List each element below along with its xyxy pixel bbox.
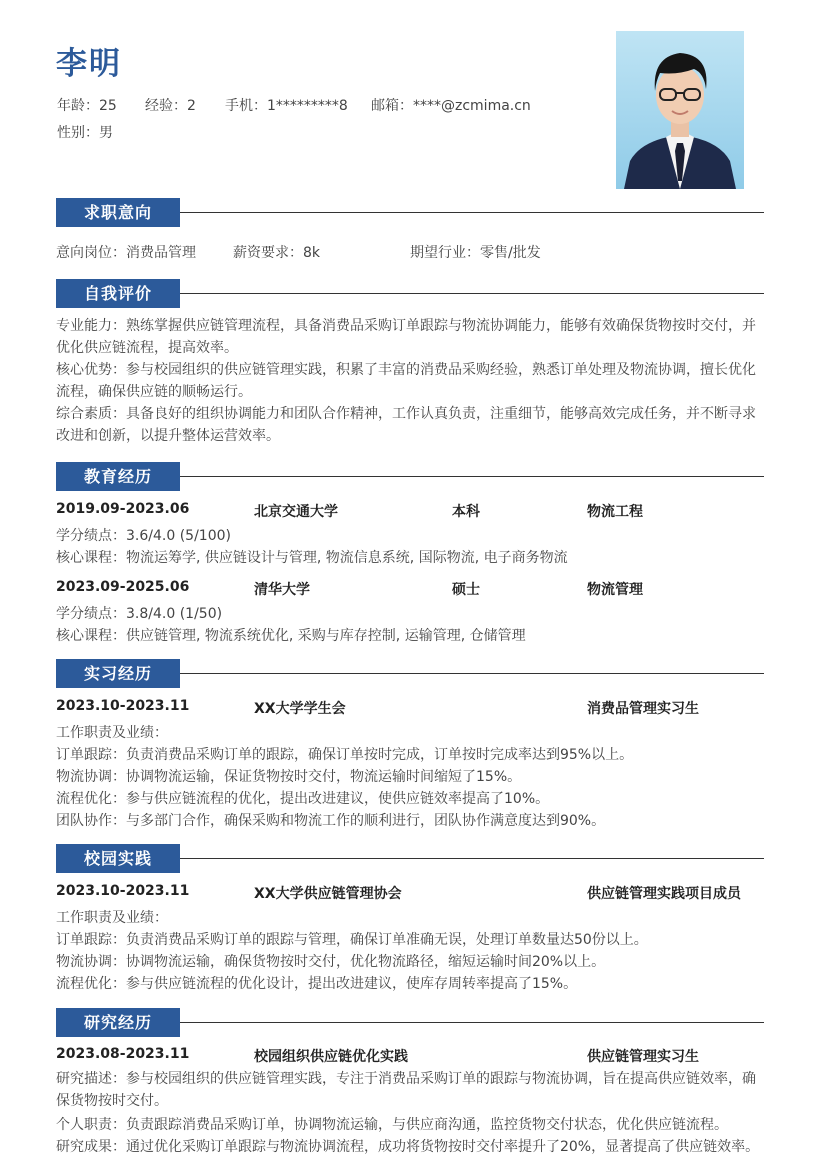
campus-heading: 工作职责及业绩： — [56, 910, 168, 926]
age: 年龄：25 — [57, 98, 117, 114]
edu-school: 北京交通大学 — [254, 504, 338, 520]
edu-gpa: 学分绩点：3.6/4.0 (5/100) — [56, 528, 231, 544]
campus-org: XX大学供应链管理协会 — [254, 886, 402, 902]
edu-school: 清华大学 — [254, 582, 310, 598]
section-self-evaluation — [56, 279, 764, 308]
divider — [180, 476, 764, 477]
section-title: 教育经历 — [56, 462, 180, 491]
divider — [180, 1022, 764, 1023]
section-internship — [56, 659, 764, 688]
self-eval-quality: 综合素质：具备良好的组织协调能力和团队合作精神，工作认真负责，注重细节，能够高效完成任务，并不断寻求改进和创新，以提升整体运营效率。 — [56, 406, 756, 444]
self-eval-professional: 专业能力：熟练掌握供应链管理流程，具备消费品采购订单跟踪与物流协调能力，能够有效确保货物按时交付，并优化供应链流程，提高效率。 — [56, 318, 756, 356]
gender: 性别：男 — [57, 125, 113, 141]
research-description: 研究描述：参与校园组织的供应链管理实践，专注于消费品采购订单的跟踪与物流协调，旨在提高供应链效率，确保货物按时交付。 — [56, 1071, 756, 1109]
edu-degree: 本科 — [452, 504, 480, 520]
campus-role: 供应链管理实践项目成员 — [587, 886, 741, 902]
profile-photo — [616, 31, 744, 189]
campus-line: 物流协调：协调物流运输，确保货物按时交付，优化物流路径，缩短运输时间20%以上。 — [56, 954, 606, 970]
section-education — [56, 462, 764, 491]
section-job-intent — [56, 198, 764, 227]
research-org: 校园组织供应链优化实践 — [254, 1049, 408, 1065]
intern-line: 物流协调：协调物流运输，保证货物按时交付，物流运输时间缩短了15%。 — [56, 769, 522, 785]
section-title: 校园实践 — [56, 844, 180, 873]
edu-courses: 核心课程：供应链管理, 物流系统优化, 采购与库存控制, 运输管理, 仓储管理 — [56, 628, 526, 644]
section-title: 求职意向 — [56, 198, 180, 227]
intern-period: 2023.10-2023.11 — [56, 698, 190, 714]
portrait-illustration — [616, 31, 744, 189]
edu-gpa: 学分绩点：3.8/4.0 (1/50) — [56, 606, 223, 622]
divider — [180, 673, 764, 674]
research-period: 2023.08-2023.11 — [56, 1046, 190, 1062]
campus-period: 2023.10-2023.11 — [56, 883, 190, 899]
divider — [180, 212, 764, 213]
section-campus-practice — [56, 844, 764, 873]
divider — [180, 858, 764, 859]
email: 邮箱：****@zcmima.cn — [371, 98, 531, 114]
section-title: 研究经历 — [56, 1008, 180, 1037]
research-role: 供应链管理实习生 — [587, 1049, 699, 1065]
intern-heading: 工作职责及业绩： — [56, 725, 168, 741]
edu-degree: 硕士 — [452, 582, 480, 598]
divider — [180, 293, 764, 294]
section-title: 实习经历 — [56, 659, 180, 688]
intern-line: 流程优化：参与供应链流程的优化，提出改进建议，使供应链效率提高了10%。 — [56, 791, 550, 807]
edu-period: 2023.09-2025.06 — [56, 579, 190, 595]
edu-courses: 核心课程：物流运筹学, 供应链设计与管理, 物流信息系统, 国际物流, 电子商务物流 — [56, 550, 568, 566]
campus-line: 订单跟踪：负责消费品采购订单的跟踪与管理，确保订单准确无误，处理订单数量达50份以上。 — [56, 932, 648, 948]
self-eval-advantage: 核心优势：参与校园组织的供应链管理实践，积累了丰富的消费品采购经验，熟悉订单处理及物流协调，擅长优化流程，确保供应链的顺畅运行。 — [56, 362, 756, 400]
edu-major: 物流管理 — [587, 582, 643, 598]
candidate-name: 李明 — [56, 46, 122, 82]
experience: 经验：2 — [145, 98, 196, 114]
section-title: 自我评价 — [56, 279, 180, 308]
phone: 手机：1*********8 — [225, 98, 348, 114]
research-duty: 个人职责：负责跟踪消费品采购订单，协调物流运输，与供应商沟通，监控货物交付状态，优化供应链流程。 — [56, 1117, 728, 1133]
edu-period: 2019.09-2023.06 — [56, 501, 190, 517]
intern-line: 订单跟踪：负责消费品采购订单的跟踪，确保订单按时完成，订单按时完成率达到95%以上。 — [56, 747, 634, 763]
intern-org: XX大学学生会 — [254, 701, 346, 717]
intent-industry: 期望行业：零售/批发 — [410, 245, 541, 261]
intent-position: 意向岗位：消费品管理 — [56, 245, 196, 261]
intern-role: 消费品管理实习生 — [587, 701, 699, 717]
intern-line: 团队协作：与多部门合作，确保采购和物流工作的顺利进行，团队协作满意度达到90%。 — [56, 813, 606, 829]
campus-line: 流程优化：参与供应链流程的优化设计，提出改进建议，使库存周转率提高了15%。 — [56, 976, 578, 992]
research-result: 研究成果：通过优化采购订单跟踪与物流协调流程，成功将货物按时交付率提升了20%，显著提高了供应链效率。 — [56, 1139, 760, 1155]
edu-major: 物流工程 — [587, 504, 643, 520]
intent-salary: 薪资要求：8k — [233, 245, 321, 261]
section-research — [56, 1008, 764, 1037]
